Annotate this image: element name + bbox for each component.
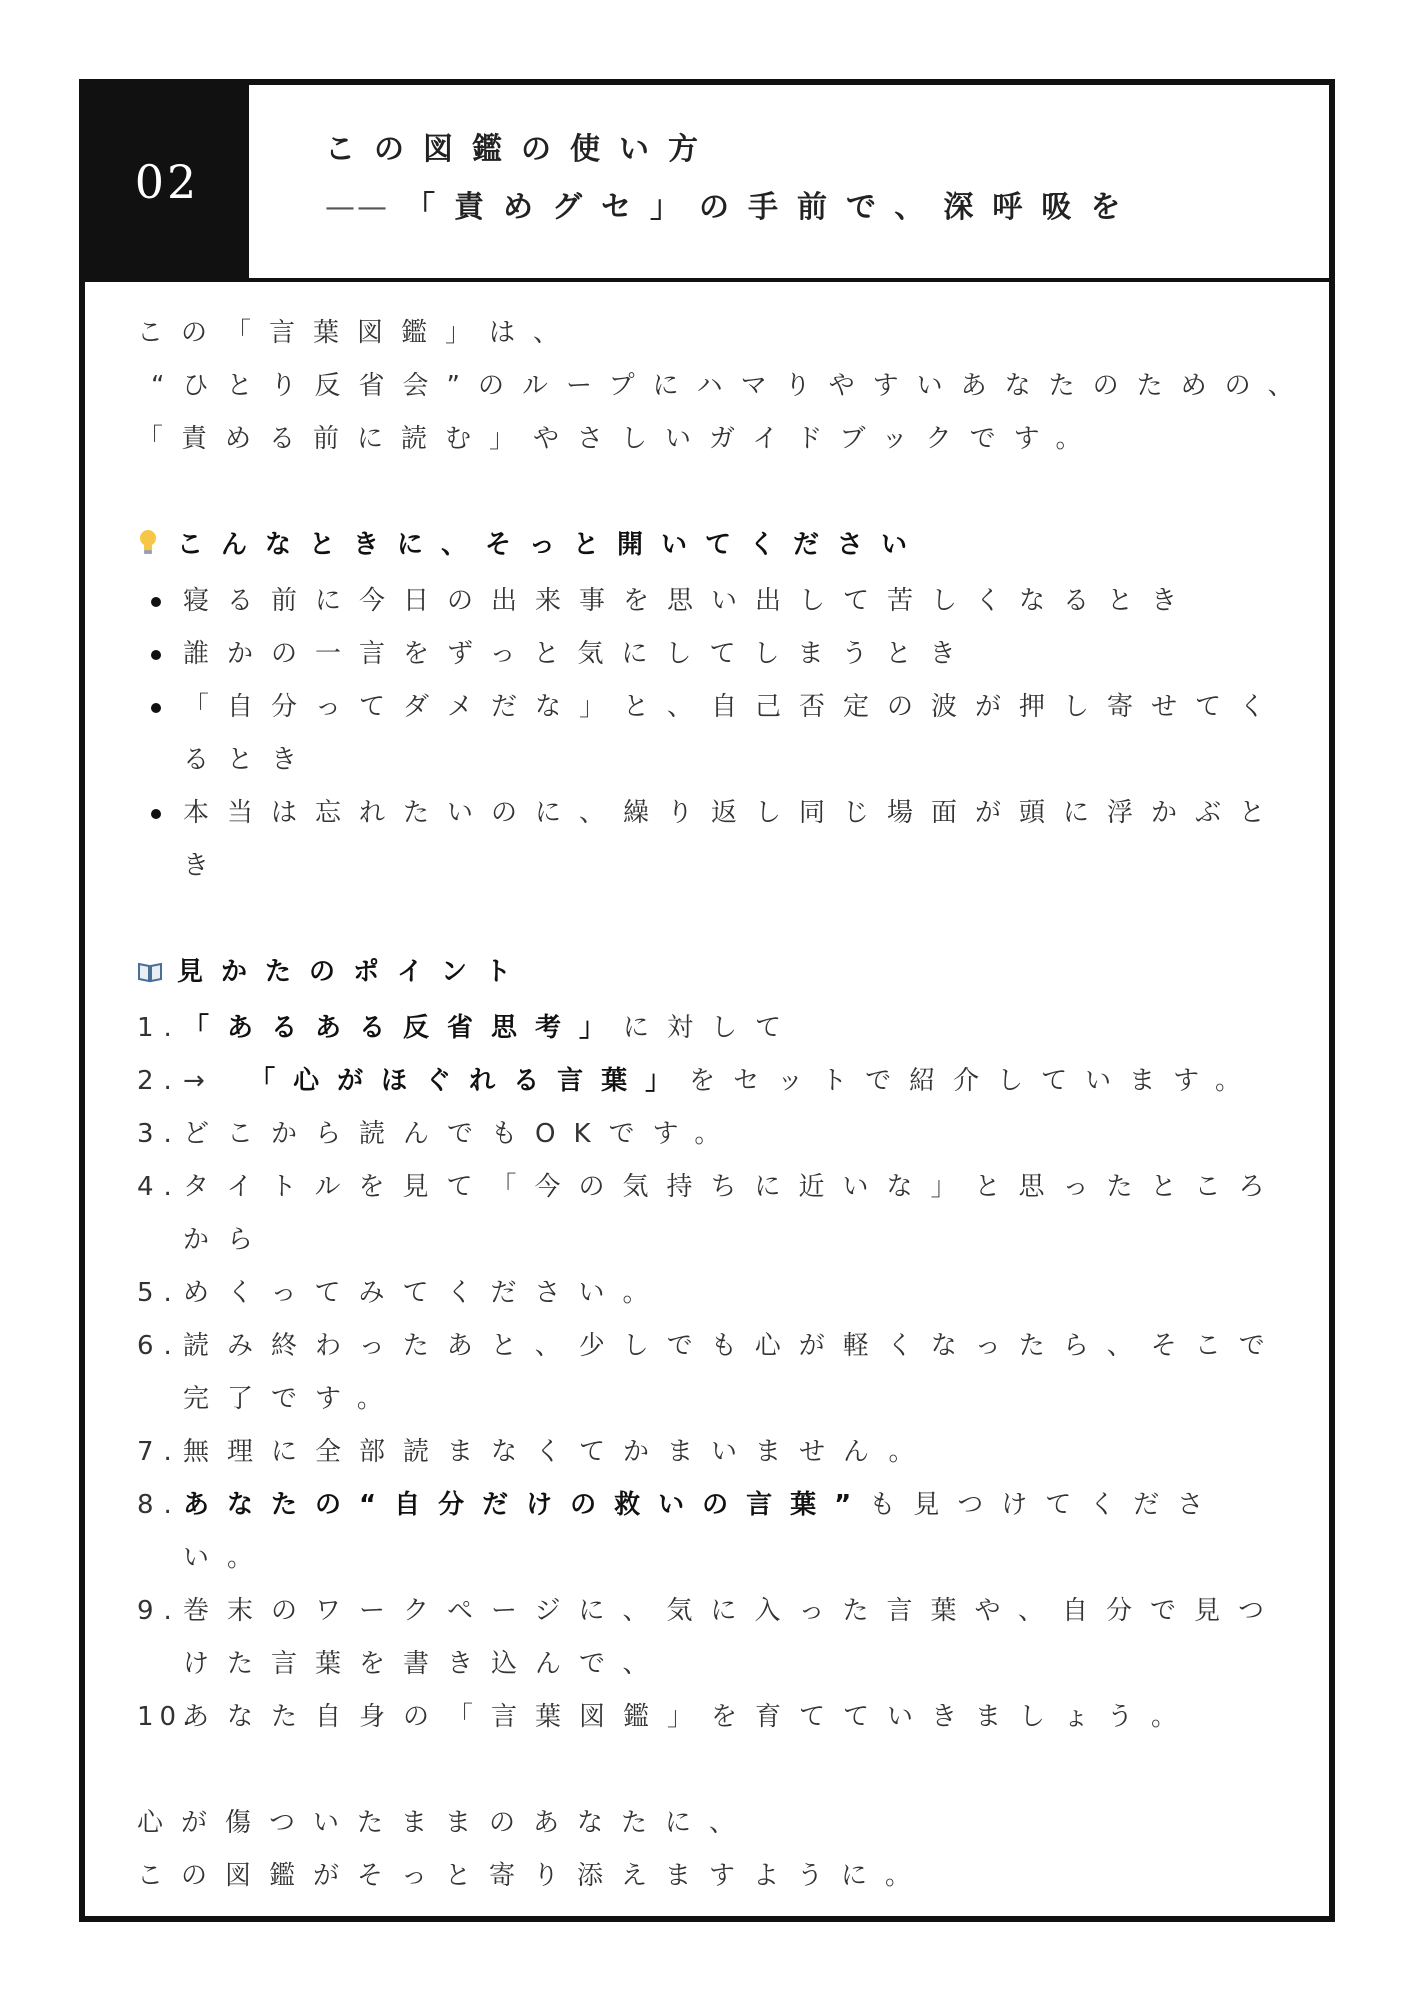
open-book-icon [137,949,163,1002]
chapter-number: 02 [134,154,200,209]
intro-line: 「責める前に読む」やさしいガイドブックです。 [137,424,1100,454]
list-item [137,1585,1287,1691]
item-text: めくってみてください。 [183,1278,667,1308]
list-item: 本当は忘れたいのに、繰り返し同じ場面が頭に浮かぶとき [137,787,1287,893]
page-frame [79,79,1335,1922]
page-body [137,307,1312,1903]
item-number: 2. [137,1066,182,1096]
list-item [137,1108,1287,1161]
item-number: 3. [137,1119,182,1149]
subtitle-text: 「責めグセ」の手前で、深呼吸を [405,190,1140,225]
item-number: 10. [137,1702,197,1732]
item-text: も見つけてください。 [183,1490,1222,1573]
item-text: に対して [623,1013,800,1043]
when-heading [137,519,1287,575]
item-number: 6. [137,1331,182,1361]
item-bold-text: あなたの“自分だけの救いの言葉” [183,1490,870,1520]
item-number: 7. [137,1437,182,1467]
list-item [137,1002,1287,1055]
list-item-text: 「自分ってダメだな」と、自己否定の波が押し寄せてくるとき [183,692,1284,775]
list-item [137,1479,1287,1585]
item-number: 5. [137,1278,182,1308]
item-text: をセットで紹介しています。 [689,1066,1259,1096]
list-item: 誰かの一言をずっと気にしてしまうとき [137,628,1287,681]
item-number: 9. [137,1596,182,1626]
points-heading [137,946,1287,1002]
item-number: 4. [137,1172,182,1202]
chapter-number-box [85,85,249,278]
closing-line: 心が傷ついたままのあなたに、 [137,1808,754,1838]
item-text: あなた自身の「言葉図鑑」を育てていきましょう。 [183,1702,1196,1732]
item-text: どこから読んでもOKです。 [183,1119,739,1149]
page-subtitle [325,190,1140,225]
subtitle-dash: —— [325,190,389,225]
points-list [137,1002,1287,1744]
lightbulb-icon [137,522,163,575]
list-item [137,1161,1287,1267]
when-heading-text: こんなときに、そっと開いてください [177,530,926,560]
list-item [137,1267,1287,1320]
list-item [137,1320,1287,1426]
list-item: 寝る前に今日の出来事を思い出して苦しくなるとき [137,575,1287,628]
intro-line: この「言葉図鑑」は、 [137,318,578,348]
intro-line: “ひとり反省会”のループにハマりやすいあなたのための、 [151,371,1312,401]
item-text: タイトルを見て「今の気持ちに近いな」と思ったところから [183,1172,1283,1255]
list-item [137,681,1287,787]
item-number: 8. [137,1490,182,1520]
list-item [137,1055,1287,1108]
item-number: 1. [137,1013,182,1043]
item-bold-text: 「心がほぐれる言葉」 [249,1066,690,1096]
closing-line: この図鑑がそっと寄り添えますように。 [137,1861,930,1891]
page-header [85,85,1329,282]
item-text: 読み終わったあと、少しでも心が軽くなったら、そこで完了です。 [183,1331,1283,1414]
item-text: 巻末のワークページに、気に入った言葉や、自分で見つけた言葉を書き込んで、 [183,1596,1282,1679]
item-bold-text: 「あるある反省思考」 [183,1013,624,1043]
points-heading-text: 見かたのポイント [177,957,530,987]
arrow-text: → [183,1066,250,1096]
item-text: 無理に全部読まなくてかまいません。 [183,1437,933,1467]
list-item [137,1691,1287,1744]
page-title: この図鑑の使い方 [325,132,717,167]
list-item [137,1426,1287,1479]
when-list [137,575,1287,893]
